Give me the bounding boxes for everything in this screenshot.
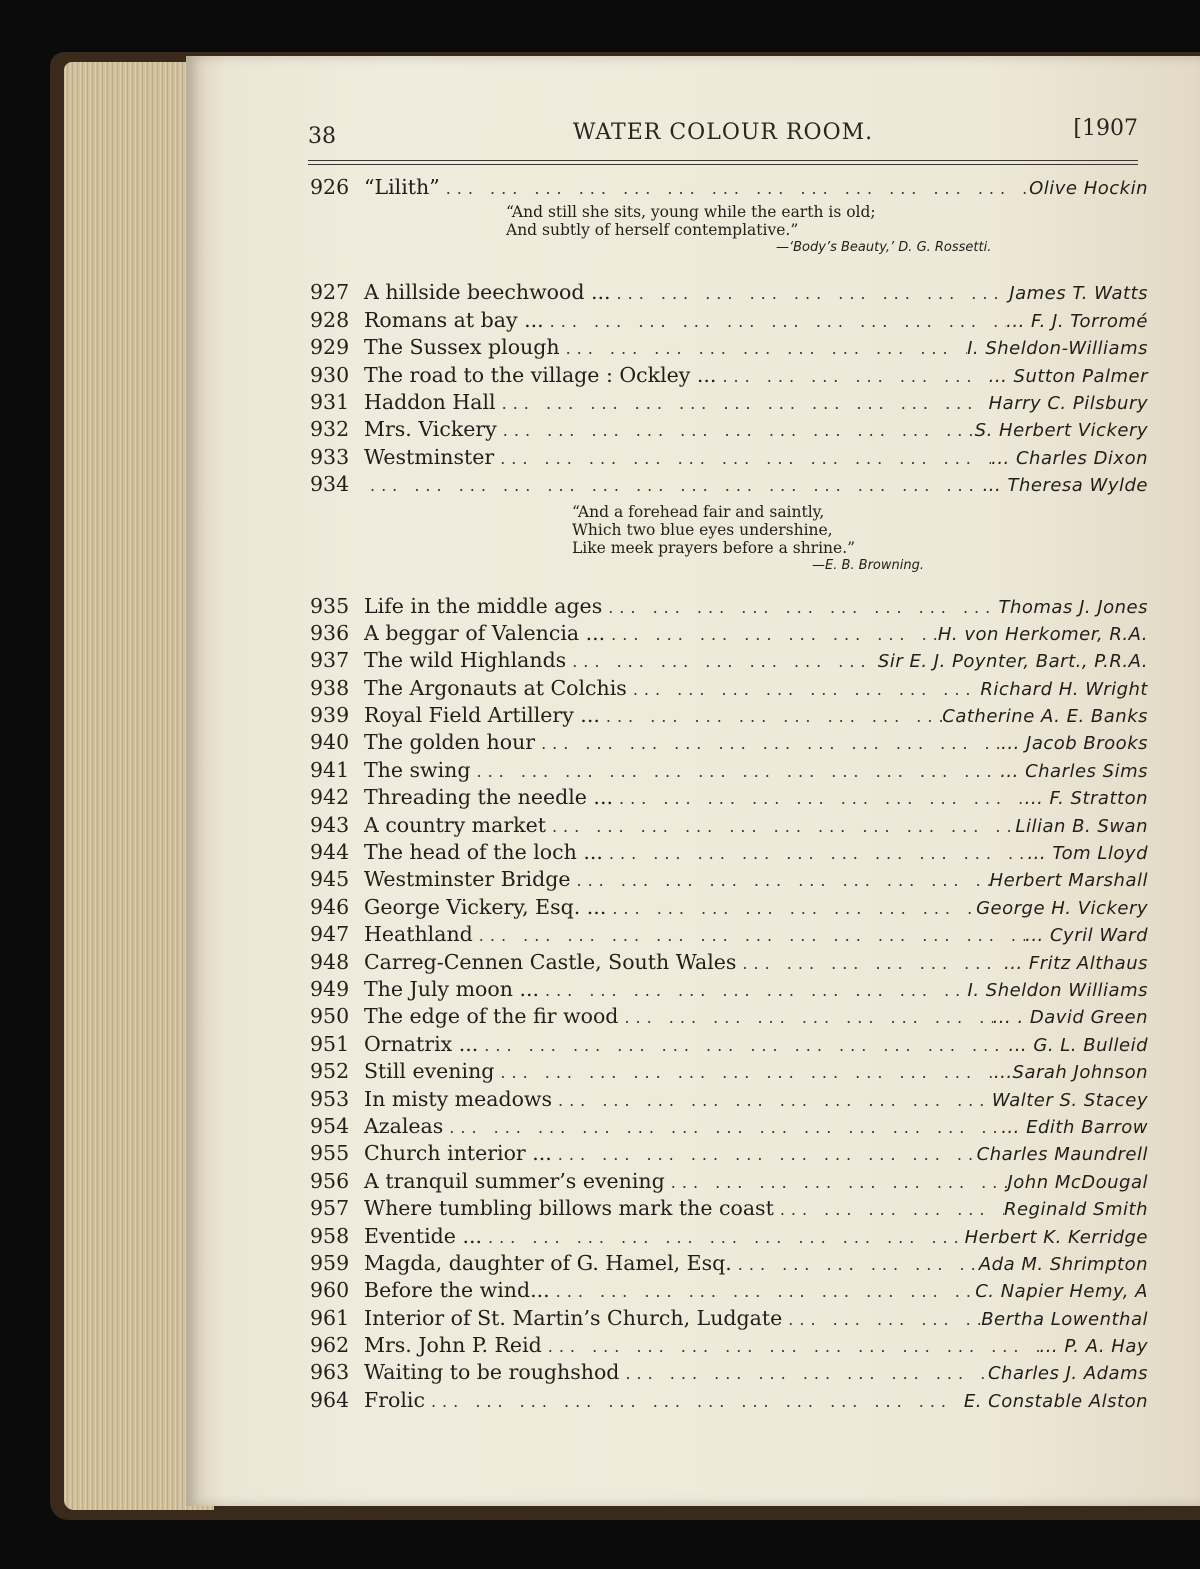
list-item [310, 976, 1148, 1003]
entry-number: 929 [310, 335, 350, 360]
entry-number: 934 [310, 472, 350, 497]
entry-title: Mrs. John P. Reid [364, 1333, 542, 1358]
entry-number: 931 [310, 389, 350, 414]
entry-artist: I. Sheldon-Williams [967, 338, 1148, 360]
leader-dots [542, 1333, 1040, 1360]
entry-artist: Herbert K. Kerridge [964, 1226, 1148, 1248]
entry-artist: I. Sheldon Williams [967, 979, 1148, 1001]
entry-title: Mrs. Vickery [364, 417, 497, 442]
leader-dots [482, 1224, 965, 1251]
list-item [310, 1086, 1148, 1113]
list-item [310, 894, 1148, 921]
leader-dots [619, 1360, 988, 1387]
entry-title: Carreg-Cennen Castle, South Wales [364, 949, 737, 974]
catalogue-page [186, 56, 1200, 1506]
entry-number: 949 [310, 976, 350, 1001]
list-item [310, 1058, 1148, 1085]
list-item [310, 307, 1148, 334]
list-item [310, 1168, 1148, 1195]
list-item [310, 1223, 1148, 1250]
entry-number: 944 [310, 840, 350, 865]
entries-group-b [310, 593, 1148, 1415]
leader-dots [606, 895, 976, 922]
entry-number: 958 [310, 1223, 350, 1248]
running-title: WATER COLOUR ROOM. [572, 120, 874, 145]
leader-dots [546, 813, 1015, 840]
entry-title: The golden hour [364, 730, 536, 755]
entry-artist: ... Jacob Brooks [1001, 733, 1148, 755]
entry-number: 948 [310, 949, 350, 974]
list-item [310, 1195, 1148, 1222]
list-item [310, 362, 1148, 389]
list-item [310, 416, 1148, 443]
entry-number: 935 [310, 593, 350, 618]
list-item [310, 1305, 1148, 1332]
entry-title: Eventide ... [364, 1223, 482, 1248]
entry-title: Before the wind... [364, 1278, 550, 1303]
entry-title: The wild Highlands [364, 648, 567, 673]
entry-artist: ... Charles Dixon [991, 447, 1148, 469]
entry-number: 951 [310, 1031, 350, 1056]
entry-title: The head of the loch ... [364, 840, 603, 865]
entry-number: 930 [310, 362, 350, 387]
page-header [308, 116, 1138, 156]
entry-artist: Thomas J. Jones [998, 596, 1148, 618]
entry-title: Where tumbling billows mark the coast [364, 1196, 774, 1221]
leader-dots [571, 867, 990, 894]
leader-dots [494, 1059, 993, 1086]
entry-number: 940 [310, 730, 350, 755]
entry-artist: ... Fritz Althaus [1004, 952, 1148, 974]
leader-dots [627, 676, 981, 703]
list-item [310, 866, 1148, 893]
entry-artist: Charles Maundrell [976, 1144, 1148, 1166]
entry-title: Ornatrix ... [364, 1031, 479, 1056]
entry-number: 947 [310, 922, 350, 947]
entry-artist: ... Edith Barrow [1001, 1116, 1148, 1138]
entry-number: 957 [310, 1196, 350, 1221]
entry-artist: ...Sarah Johnson [993, 1062, 1148, 1084]
entry-title: Westminster Bridge [364, 867, 571, 892]
entry-number: 955 [310, 1141, 350, 1166]
entry-artist: ... G. L. Bulleid [1008, 1034, 1148, 1056]
entry-artist: Charles J. Adams [987, 1363, 1148, 1385]
entry-title: A country market [364, 812, 546, 837]
epigraph [572, 503, 1148, 575]
entry-artist: James T. Watts [1009, 283, 1148, 305]
leader-dots [494, 445, 991, 472]
entry-number: 933 [310, 444, 350, 469]
list-item [310, 389, 1148, 416]
entry-artist: ... Theresa Wylde [982, 475, 1148, 497]
entry-title: Frolic [364, 1387, 425, 1412]
entry-artist: Herbert Marshall [989, 870, 1148, 892]
entry-title: The Argonauts at Colchis [364, 675, 627, 700]
entries-group-a [310, 279, 1148, 498]
entry-number: 952 [310, 1059, 350, 1084]
entry-artist: ... P. A. Hay [1039, 1336, 1148, 1358]
entry-title: “Lilith” [364, 175, 440, 199]
entry-artist: E. Constable Alston [963, 1390, 1148, 1412]
entry-title: Westminster [364, 444, 495, 469]
leader-dots [782, 1306, 981, 1333]
entry-number: 927 [310, 280, 350, 305]
entry-artist: Lilian B. Swan [1015, 815, 1148, 837]
leader-dots [716, 363, 988, 390]
entry-title: Still evening [364, 1059, 495, 1084]
list-item [310, 1140, 1148, 1167]
entry-number: 945 [310, 867, 350, 892]
list-item [310, 784, 1148, 811]
leader-dots [560, 335, 967, 362]
leader-dots [470, 758, 1000, 785]
list-item [310, 647, 1148, 674]
leader-dots [440, 175, 1029, 202]
entry-artist: S. Herbert Vickery [974, 420, 1148, 442]
entry-artist: Bertha Lowenthal [981, 1308, 1148, 1330]
page-number: 38 [308, 124, 336, 149]
entry-artist: George H. Vickery [976, 897, 1148, 919]
entry-artist: ... F. Stratton [1024, 788, 1148, 810]
entry-number: 936 [310, 620, 350, 645]
epigraph [506, 203, 1148, 265]
leader-dots [473, 922, 1025, 949]
entry-title: George Vickery, Esq. ... [364, 894, 607, 919]
entry-artist: ... Cyril Ward [1025, 925, 1148, 947]
entry-artist: John McDougal [1007, 1171, 1148, 1193]
entry-number: 926 [310, 175, 350, 199]
leader-dots [736, 950, 1004, 977]
entry-artist: Walter S. Stacey [991, 1089, 1148, 1111]
entry-number: 950 [310, 1004, 350, 1029]
entry-title: A hillside beechwood ... [364, 280, 611, 305]
entry-number: 963 [310, 1360, 350, 1385]
entry-artist: C. Napier Hemy, A [975, 1281, 1148, 1303]
leader-dots [665, 1169, 1008, 1196]
entry-title: The Sussex plough [364, 335, 560, 360]
entry-artist: Olive Hockin [1029, 178, 1148, 199]
entry-title: A beggar of Valencia ... [364, 620, 606, 645]
leader-dots [602, 594, 998, 621]
entry-number: 962 [310, 1333, 350, 1358]
list-item [310, 1387, 1148, 1414]
entry-number: 946 [310, 894, 350, 919]
list-item [310, 1277, 1148, 1304]
entry-title: Haddon Hall [364, 389, 496, 414]
entry-title: Heathland [364, 922, 473, 947]
entry-number: 961 [310, 1305, 350, 1330]
list-item [310, 279, 1148, 306]
leader-dots [611, 280, 1010, 307]
entry-artist: Ada M. Shrimpton [978, 1253, 1148, 1275]
entry-number: 943 [310, 812, 350, 837]
entry-title: Threading the needle ... [364, 785, 613, 810]
list-item [310, 675, 1148, 702]
leader-dots [535, 730, 1001, 757]
entry-title: The July moon ... [364, 976, 539, 1001]
leader-dots [443, 1114, 1001, 1141]
list-item [310, 1003, 1148, 1030]
leader-dots [550, 1278, 976, 1305]
entry-number: 964 [310, 1387, 350, 1412]
epigraph-line: Like meek prayers before a shrine.” [572, 538, 856, 557]
leader-dots [613, 785, 1025, 812]
entry-title: The swing [364, 757, 471, 782]
leader-dots [618, 1004, 992, 1031]
leader-dots [552, 1087, 992, 1114]
entry-number: 959 [310, 1250, 350, 1275]
entry-number: 932 [310, 417, 350, 442]
epigraph-attribution: —E. B. Browning. [812, 557, 924, 573]
epigraph-attribution: —‘Body’s Beauty,’ D. G. Rossetti. [776, 240, 992, 256]
entry-title: Waiting to be roughshod [364, 1360, 620, 1385]
entry-number: 960 [310, 1278, 350, 1303]
list-item [310, 1250, 1148, 1277]
list-item [310, 334, 1148, 361]
entry-title: A tranquil summer’s evening [364, 1168, 665, 1193]
list-item [310, 620, 1148, 647]
entry-title: Interior of St. Martin’s Church, Ludgate [364, 1305, 783, 1330]
list-item [310, 174, 1148, 201]
leader-dots [544, 308, 1007, 335]
entry-number: 928 [310, 307, 350, 332]
entry-title: Royal Field Artillery ... [364, 703, 600, 728]
entry-title: In misty meadows [364, 1086, 552, 1111]
leader-dots [605, 621, 938, 648]
list-item [310, 839, 1148, 866]
entry-artist: Harry C. Pilsbury [988, 392, 1148, 414]
leader-dots [552, 1141, 977, 1168]
header-rule-bottom [308, 164, 1138, 165]
leader-dots [732, 1251, 979, 1278]
list-item [310, 593, 1148, 620]
entry-artist: H. von Herkomer, R.A. [937, 623, 1148, 645]
entry-artist: Sir E. J. Poynter, Bart., P.R.A. [877, 651, 1148, 673]
epigraph-line: And subtly of herself contemplative.” [506, 221, 799, 240]
entry-title: Church interior ... [364, 1141, 552, 1166]
epigraph-line: “And still she sits, young while the earth is old; [506, 203, 876, 222]
entry-number: 939 [310, 703, 350, 728]
entry-artist: ... F. J. Torromé [1006, 310, 1148, 332]
entry-artist: ... Charles Sims [1000, 760, 1148, 782]
entry-number: 954 [310, 1113, 350, 1138]
list-item [310, 757, 1148, 784]
list-item [310, 471, 1148, 498]
leader-dots [364, 472, 983, 499]
entry-title: Life in the middle ages [364, 593, 603, 618]
list-item [310, 921, 1148, 948]
entry-number: 956 [310, 1168, 350, 1193]
entry-title: Magda, daughter of G. Hamel, Esq. [364, 1250, 732, 1275]
entry-title: Romans at bay ... [364, 307, 544, 332]
entry-artist: Richard H. Wright [980, 678, 1148, 700]
header-rule-top [308, 160, 1138, 161]
leader-dots [539, 977, 968, 1004]
leader-dots [566, 648, 878, 675]
entry-artist: ... Tom Lloyd [1027, 843, 1148, 865]
list-item [310, 444, 1148, 471]
leader-dots [600, 703, 942, 730]
list-item [310, 812, 1148, 839]
entry-title: Azaleas [364, 1113, 444, 1138]
list-item [310, 702, 1148, 729]
entry-artist: ... Sutton Palmer [988, 365, 1148, 387]
leader-dots [425, 1388, 964, 1415]
list-item [310, 1359, 1148, 1386]
leader-dots [603, 840, 1028, 867]
list-item [310, 949, 1148, 976]
leader-dots [774, 1196, 1004, 1223]
year-label: [1907 [1073, 116, 1138, 141]
entry-title: The road to the village : Ockley ... [364, 362, 717, 387]
list-item [310, 1113, 1148, 1140]
list-item [310, 1031, 1148, 1058]
entry-number: 953 [310, 1086, 350, 1111]
list-item [310, 1332, 1148, 1359]
entry-artist: Catherine A. E. Banks [942, 706, 1148, 728]
catalogue-list [310, 174, 1148, 1414]
leader-dots [478, 1032, 1008, 1059]
entry-number: 942 [310, 785, 350, 810]
epigraph-line: Which two blue eyes undershine, [572, 520, 833, 539]
entry-artist: Reginald Smith [1003, 1199, 1148, 1221]
entry-title: The edge of the fir wood [364, 1004, 619, 1029]
entry-number: 938 [310, 675, 350, 700]
leader-dots [497, 417, 975, 444]
epigraph-line: “And a forehead fair and saintly, [572, 502, 825, 521]
list-item [310, 729, 1148, 756]
entry-number: 937 [310, 648, 350, 673]
entry-number: 941 [310, 757, 350, 782]
leader-dots [496, 390, 989, 417]
entry-artist: ... . David Green [992, 1007, 1148, 1029]
